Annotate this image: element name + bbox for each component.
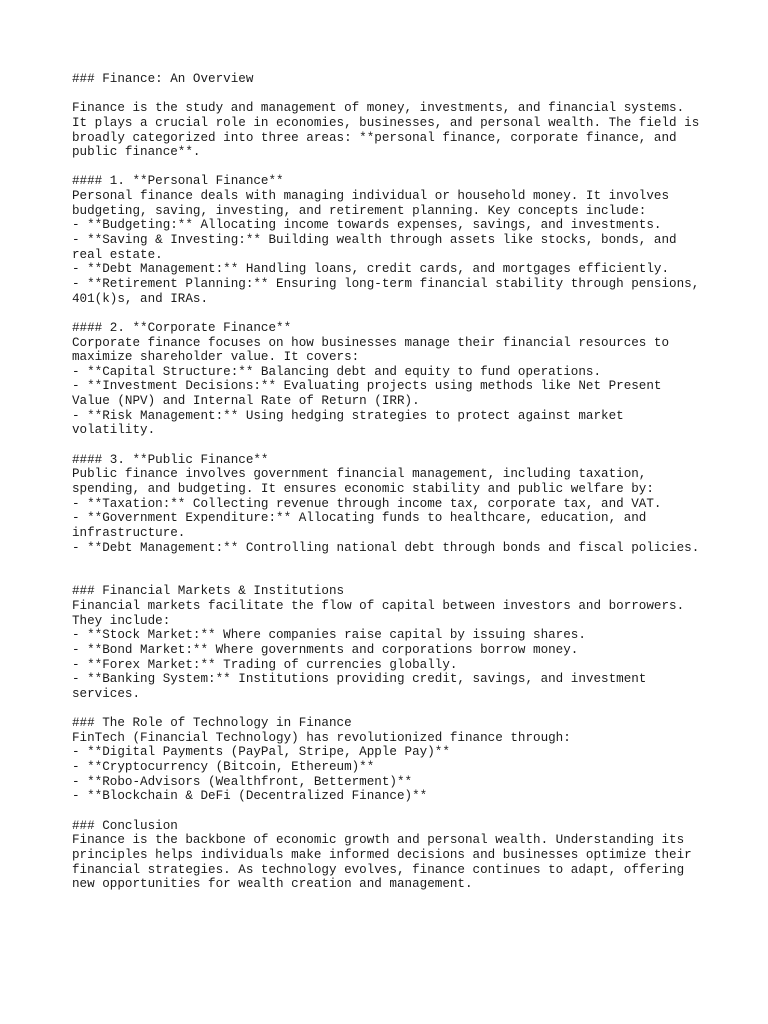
section-heading: ### Financial Markets & Institutions xyxy=(72,584,345,599)
text-line: spending, and budgeting. It ensures economic stability and public welfare by: xyxy=(72,481,654,496)
text-line: principles helps individuals make informed decisions and businesses optimize their xyxy=(72,847,692,862)
list-item: - **Bond Market:** Where governments and corporations borrow money. xyxy=(72,642,579,657)
list-item: - **Investment Decisions:** Evaluating projects using methods like Net Present xyxy=(72,379,662,394)
text-line: FinTech (Financial Technology) has revolutionized finance through: xyxy=(72,730,571,745)
text-line: budgeting, saving, investing, and retirement planning. Key concepts include: xyxy=(72,203,647,218)
text-line: maximize shareholder value. It covers: xyxy=(72,350,360,365)
list-item: - **Cryptocurrency (Bitcoin, Ethereum)** xyxy=(72,760,375,775)
list-item: - **Retirement Planning:** Ensuring long-term financial stability through pensions, xyxy=(72,276,700,291)
text-line: Financial markets facilitate the flow of capital between investors and borrowers. xyxy=(72,599,685,614)
list-item: - **Digital Payments (PayPal, Stripe, Apple Pay)** xyxy=(72,745,450,760)
list-item: - **Robo-Advisors (Wealthfront, Betterment)** xyxy=(72,774,413,789)
section-heading: ### The Role of Technology in Finance xyxy=(72,716,352,731)
text-line: Value (NPV) and Internal Rate of Return (IRR). xyxy=(72,394,420,409)
list-item: - **Blockchain & DeFi (Decentralized Finance)** xyxy=(72,789,428,804)
list-item: - **Taxation:** Collecting revenue through income tax, corporate tax, and VAT. xyxy=(72,496,662,511)
text-line: infrastructure. xyxy=(72,525,186,540)
subsection-heading: #### 3. **Public Finance** xyxy=(72,452,269,467)
text-line: broadly categorized into three areas: **personal finance, corporate finance, and xyxy=(72,130,677,145)
text-line: It plays a crucial role in economies, businesses, and personal wealth. The field is xyxy=(72,115,700,130)
blank-line xyxy=(72,570,712,585)
list-item: - **Debt Management:** Handling loans, credit cards, and mortgages efficiently. xyxy=(72,262,670,277)
blank-line xyxy=(72,702,712,717)
list-item: - **Banking System:** Institutions providing credit, savings, and investment xyxy=(72,672,647,687)
text-line: Public finance involves government financial management, including taxation, xyxy=(72,467,647,482)
blank-line xyxy=(72,306,712,321)
text-line: They include: xyxy=(72,613,171,628)
text-line: new opportunities for wealth creation and management. xyxy=(72,877,473,892)
text-line: public finance**. xyxy=(72,145,201,160)
text-line: real estate. xyxy=(72,247,163,262)
text-line: Finance is the study and management of money, investments, and financial systems. xyxy=(72,101,685,116)
blank-line xyxy=(72,160,712,175)
list-item: - **Budgeting:** Allocating income towards expenses, savings, and investments. xyxy=(72,218,662,233)
list-item: - **Saving & Investing:** Building wealth through assets like stocks, bonds, and xyxy=(72,233,677,248)
list-item: - **Government Expenditure:** Allocating funds to healthcare, education, and xyxy=(72,511,647,526)
section-heading: ### Finance: An Overview xyxy=(72,72,254,86)
text-line: services. xyxy=(72,686,141,701)
text-line: volatility. xyxy=(72,423,156,438)
blank-line xyxy=(72,438,712,453)
text-line: financial strategies. As technology evolves, finance continues to adapt, offering xyxy=(72,862,685,877)
blank-line xyxy=(72,804,712,819)
document-body xyxy=(72,72,712,892)
section-heading: ### Conclusion xyxy=(72,818,178,833)
list-item: - **Risk Management:** Using hedging strategies to protect against market xyxy=(72,408,624,423)
subsection-heading: #### 2. **Corporate Finance** xyxy=(72,320,292,335)
text-line: 401(k)s, and IRAs. xyxy=(72,291,209,306)
blank-line xyxy=(72,87,712,102)
text-line: Finance is the backbone of economic growth and personal wealth. Understanding its xyxy=(72,833,685,848)
list-item: - **Stock Market:** Where companies raise capital by issuing shares. xyxy=(72,628,586,643)
list-item: - **Capital Structure:** Balancing debt and equity to fund operations. xyxy=(72,364,602,379)
text-line: Personal finance deals with managing individual or household money. It involves xyxy=(72,189,670,204)
text-line: Corporate finance focuses on how businesses manage their financial resources to xyxy=(72,335,670,350)
subsection-heading: #### 1. **Personal Finance** xyxy=(72,174,284,189)
blank-line xyxy=(72,555,712,570)
list-item: - **Forex Market:** Trading of currencies globally. xyxy=(72,657,458,672)
list-item: - **Debt Management:** Controlling national debt through bonds and fiscal policies. xyxy=(72,540,700,555)
